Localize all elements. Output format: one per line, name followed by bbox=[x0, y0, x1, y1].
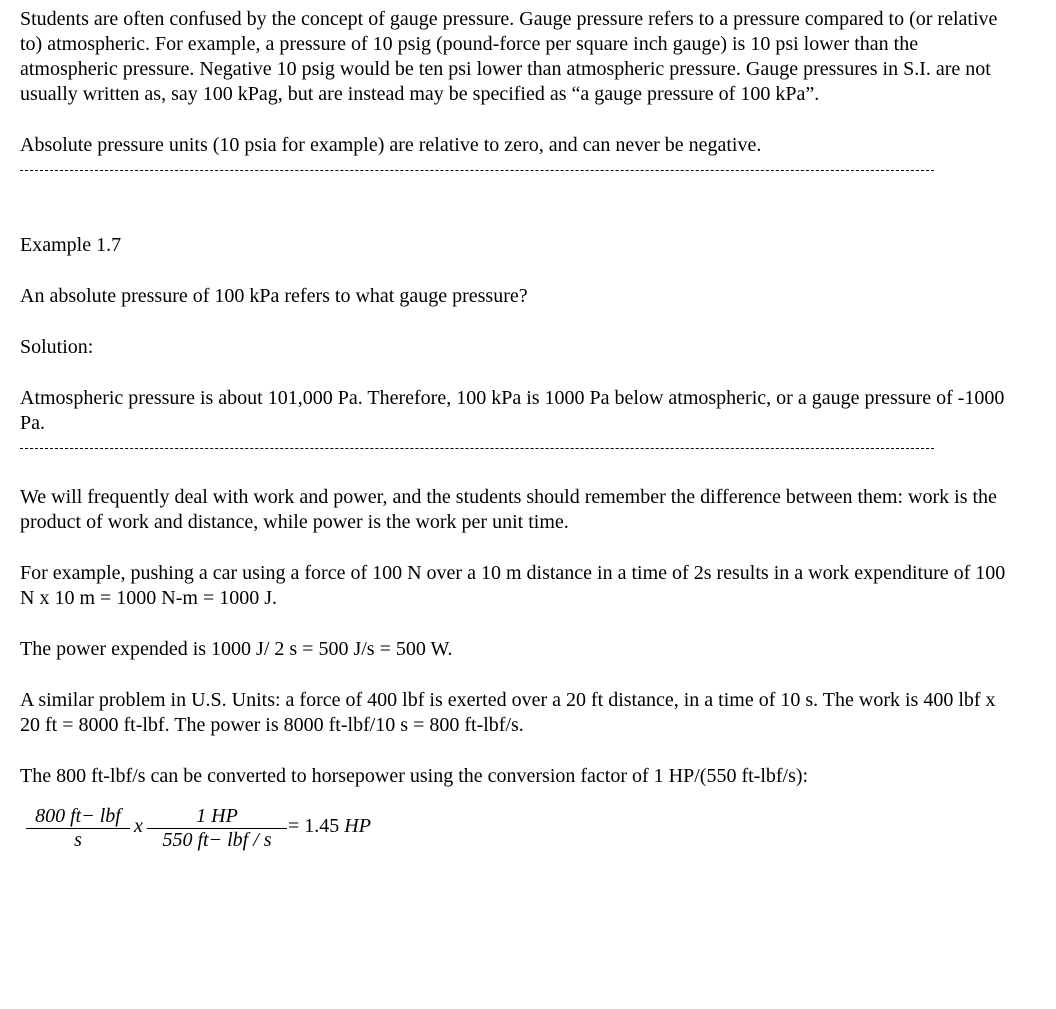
fraction-2-numerator: 1 HP bbox=[196, 805, 238, 827]
fraction-1-numerator: 800 ft− lbf bbox=[35, 805, 121, 827]
solution-label: Solution: bbox=[20, 336, 94, 358]
horsepower-equation bbox=[20, 805, 1020, 865]
example-title: Example 1.7 bbox=[20, 234, 122, 256]
example-question: An absolute pressure of 100 kPa refers to what gauge pressure? bbox=[20, 285, 528, 307]
car-example-paragraph: For example, pushing a car using a force of 100 N over a 10 m distance in a time of 2s results in a work expenditure of 100 N x 10 m = 1000 N-m = 1000 J. bbox=[20, 562, 1006, 609]
us-units-paragraph: A similar problem in U.S. Units: a force of 400 lbf is exerted over a 20 ft distance, in a time of 10 s. The work is 400 lbf x 20 ft = 8000 ft-lbf. The power is 8000 ft-lbf/10 s = 800 ft-lbf/s. bbox=[20, 689, 996, 736]
result-value: = 1.45 bbox=[288, 815, 340, 837]
dashed-separator bbox=[20, 170, 934, 171]
multiply-sign: x bbox=[134, 815, 143, 837]
equation-fraction-2 bbox=[147, 805, 287, 851]
conversion-paragraph: The 800 ft-lbf/s can be converted to horsepower using the conversion factor of 1 HP/(550 ft-lbf/s): bbox=[20, 765, 809, 787]
result-unit: HP bbox=[344, 815, 371, 837]
solution-text: Atmospheric pressure is about 101,000 Pa. Therefore, 100 kPa is 1000 Pa below atmospheric, or a gauge pressure of -1000 Pa. bbox=[20, 387, 1005, 434]
equation-fraction-1 bbox=[26, 805, 130, 851]
power-expended-paragraph: The power expended is 1000 J/ 2 s = 500 J/s = 500 W. bbox=[20, 638, 453, 660]
work-power-intro: We will frequently deal with work and power, and the students should remember the difference between them: work is the product of work and distance, while power is the work per unit time. bbox=[20, 486, 997, 533]
equation-result bbox=[288, 815, 371, 838]
fraction-1-denominator: s bbox=[74, 829, 82, 851]
fraction-2-denominator: 550 ft− lbf / s bbox=[162, 829, 272, 851]
dashed-separator bbox=[20, 448, 934, 449]
document-body bbox=[20, 7, 1020, 865]
absolute-pressure-paragraph: Absolute pressure units (10 psia for example) are relative to zero, and can never be negative. bbox=[20, 134, 762, 156]
gauge-pressure-paragraph: Students are often confused by the concept of gauge pressure. Gauge pressure refers to a pressure compared to (or relative to) atmospheric. For example, a pressure of 10 psig (pound-force per square inch gauge) is 10 psi lower than the atmospheric pressure. Negative 10 psig would be ten psi lower than atmospheric pressure. Gauge pressures in S.I. are not usually written as, say 100 kPag, but are instead may be specified as “a gauge pressure of 100 kPa”. bbox=[20, 8, 998, 105]
